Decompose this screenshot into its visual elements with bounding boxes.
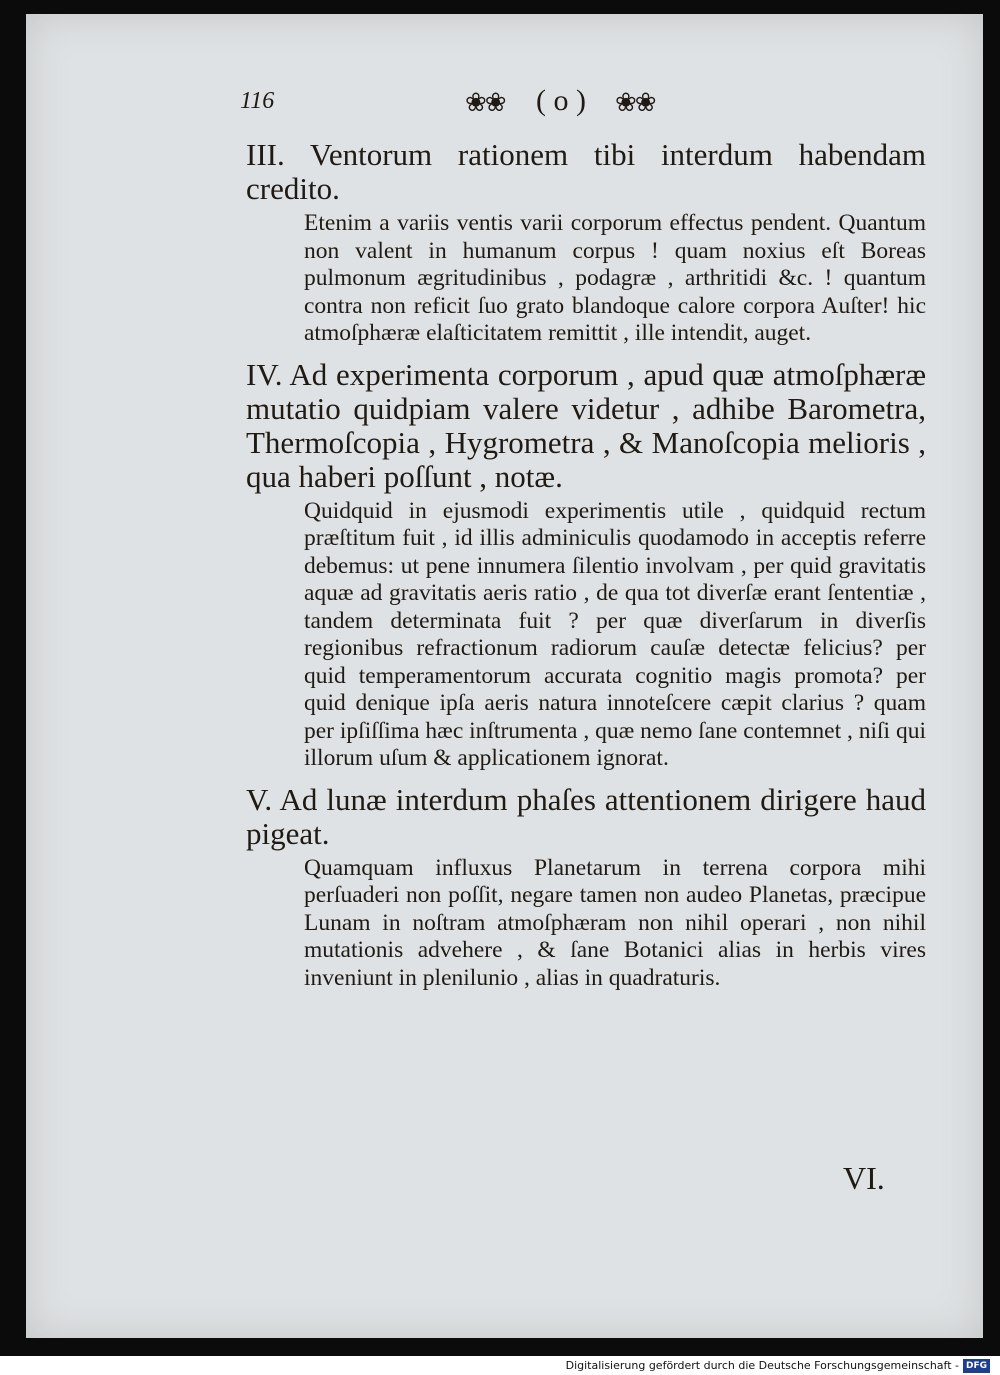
rule-heading-v: V. Ad lunæ interdum phaſes attentionem dirigere haud pigeat. <box>246 781 926 851</box>
ornament-right-icon: ❀❀ <box>615 88 655 117</box>
rule-heading-iii: III. Ventorum rationem tibi interdum habendam credito. <box>246 137 926 206</box>
rule-comment-v: Quamquam influxus Planetarum in terrena corpora mihi perſuaderi non poſſit, negare tamen non audeo Planetas, præcipue Lunam in noſtram atmoſphæram non nihil operari , non nihil mutationis advehere , & ſane Botanici alias in herbis vires inveniunt in plenilunio , alias in quadraturis. <box>304 854 926 991</box>
digitization-footer <box>566 1357 990 1375</box>
header-center-mark: ( o ) <box>536 84 586 117</box>
catchword: VI. <box>843 1160 885 1196</box>
rule-heading-iv: IV. Ad experimenta corporum , apud quæ atmoſphæræ mutatio quidpiam valere videtur , adhibe Barometra, Thermoſcopia , Hygrometra , & Manoſcopia melioris , qua haberi poſſunt , notæ. <box>246 356 926 494</box>
ornament-left-icon: ❀❀ <box>465 88 505 117</box>
page-number: 116 <box>240 88 275 114</box>
dfg-logo-icon: DFG <box>963 1359 990 1373</box>
footer-credit: Digitalisierung gefördert durch die Deutsche Forschungsgemeinschaft - <box>565 1359 959 1372</box>
rule-comment-iv: Quidquid in ejusmodi experimentis utile , quidquid rectum præſtitum fuit , id illis adminiculis quodamodo in acceptis referre debemus: ut pene innumera ſilentio involvam , per quid gravitatis aquæ ad gravitatis aeris ratio , de qua tot diverſæ erant ſententiæ , tandem determinata fuit ? per quæ diverſarum in diverſis regionibus refractionum radiorum cauſæ detectæ felicius? per quid temperamentorum accurata cognitio magis promota? per quid denique ipſa aeris natura innoteſcere cæpit clarius ? quam per ipſiſſima hæc inſtrumenta , quæ nemo ſane contemnet , niſi qui illorum uſum & applicationem ignorat. <box>304 497 926 771</box>
main-text <box>246 138 926 1002</box>
running-header <box>240 86 800 126</box>
rule-comment-iii: Etenim a variis ventis varii corporum effectus pendent. Quantum non valent in humanum corpus ! quam noxius eſt Boreas pulmonum ægritudinibus , podagræ , arthritidi &c. ! quantum contra non reficit ſuo grato blandoque calore corpora Auſter! hic atmoſphæræ elaſticitatem remittit , ille intendit, auget. <box>304 210 926 346</box>
